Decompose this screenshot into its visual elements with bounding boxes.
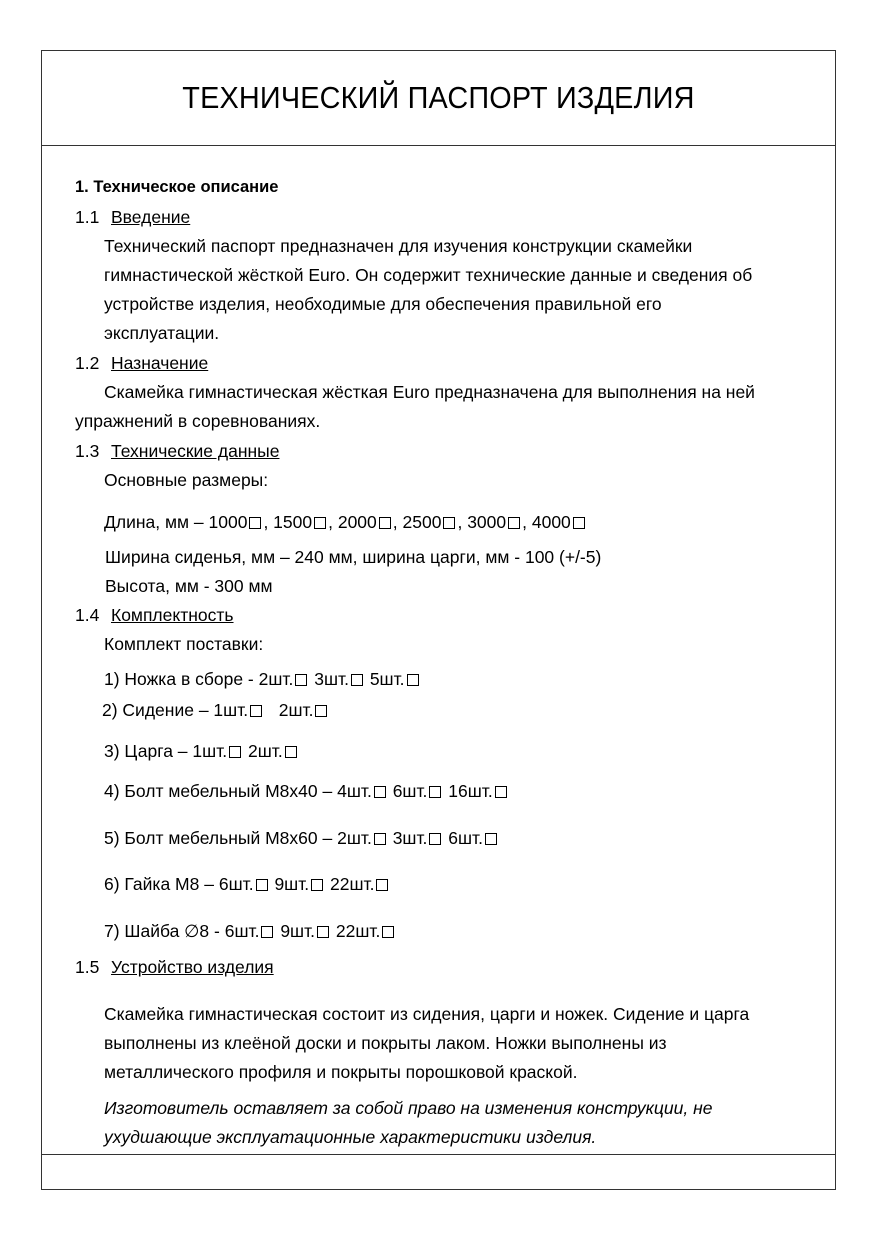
subsection-title: Технические данные	[111, 441, 280, 461]
subsection-title: Устройство изделия	[111, 957, 274, 977]
manufacturer-note: Изготовитель оставляет за собой право на изменения конструкции, не	[104, 1098, 713, 1118]
length-option-label: 3000	[467, 512, 507, 532]
checkbox-qty[interactable]	[256, 879, 268, 891]
checkbox-qty[interactable]	[351, 674, 363, 686]
length-option-label: 1500	[273, 512, 313, 532]
length-option-label: 2500	[402, 512, 442, 532]
checkbox-qty[interactable]	[229, 746, 241, 758]
checkbox-qty[interactable]	[374, 786, 386, 798]
width-line: Ширина сиденья, мм – 240 мм, ширина царги, мм - 100 (+/-5)	[105, 547, 602, 567]
subsection-title: Комплектность	[111, 605, 234, 625]
subsection-number: 1.1	[75, 207, 100, 227]
kit-item	[104, 921, 396, 941]
checkbox-qty[interactable]	[376, 879, 388, 891]
paragraph-line: выполнены из клеёной доски и покрыты лаком. Ножки выполнены из	[104, 1033, 667, 1053]
height-line: Высота, мм - 300 мм	[105, 576, 273, 596]
kit-item-label: 3) Царга –	[104, 741, 188, 761]
kit-item-label: 2) Сидение –	[102, 700, 209, 720]
length-option-label: 4000	[531, 512, 571, 532]
paragraph-line: металлического профиля и покрыты порошковой краской.	[104, 1062, 578, 1082]
kit-item	[104, 781, 509, 801]
length-option-label: 2000	[337, 512, 377, 532]
checkbox-length-1500[interactable]	[314, 517, 326, 529]
kit-item-label: 6) Гайка М8 –	[104, 874, 214, 894]
kit-item	[104, 669, 421, 689]
qty-label: 3шт.	[392, 828, 428, 848]
checkbox-qty[interactable]	[429, 786, 441, 798]
checkbox-length-1000[interactable]	[249, 517, 261, 529]
subsection-1-2	[75, 353, 208, 373]
page-title: ТЕХНИЧЕСКИЙ ПАСПОРТ ИЗДЕЛИЯ	[182, 80, 695, 115]
qty-label: 4шт.	[337, 781, 372, 801]
subsection-number: 1.3	[75, 441, 100, 461]
checkbox-qty[interactable]	[374, 833, 386, 845]
qty-label: 2шт.	[278, 700, 314, 720]
checkbox-length-2000[interactable]	[379, 517, 391, 529]
kit-item	[104, 874, 390, 894]
checkbox-qty[interactable]	[311, 879, 323, 891]
kit-intro: Комплект поставки:	[104, 634, 264, 654]
paragraph-line: Технический паспорт предназначен для изучения конструкции скамейки	[104, 236, 693, 256]
qty-label: 9шт.	[274, 874, 310, 894]
subsection-number: 1.5	[75, 957, 100, 977]
kit-item-label: 4) Болт мебельный М8х40 –	[104, 781, 333, 801]
checkbox-qty[interactable]	[485, 833, 497, 845]
qty-label: 22шт.	[330, 874, 375, 894]
checkbox-qty[interactable]	[250, 705, 262, 717]
subsection-number: 1.4	[75, 605, 100, 625]
manufacturer-note: ухудшающие эксплуатационные характеристики изделия.	[104, 1127, 597, 1147]
length-label: Длина, мм –	[104, 512, 204, 532]
checkbox-length-4000[interactable]	[573, 517, 585, 529]
checkbox-qty[interactable]	[429, 833, 441, 845]
checkbox-qty[interactable]	[317, 926, 329, 938]
kit-item-label: 1) Ножка в сборе -	[104, 669, 254, 689]
qty-label: 2шт.	[248, 741, 283, 761]
dimensions-intro: Основные размеры:	[104, 470, 269, 490]
paragraph-line: устройстве изделия, необходимые для обеспечения правильной его	[104, 294, 662, 314]
paragraph-line: упражнений в соревнованиях.	[75, 411, 321, 431]
checkbox-qty[interactable]	[382, 926, 394, 938]
qty-label: 2шт.	[258, 669, 294, 689]
subsection-title: Назначение	[111, 353, 209, 373]
qty-label: 1шт.	[213, 700, 249, 720]
checkbox-qty[interactable]	[495, 786, 507, 798]
qty-label: 6шт.	[448, 828, 483, 848]
checkbox-qty[interactable]	[261, 926, 273, 938]
qty-label: 9шт.	[280, 921, 316, 941]
checkbox-length-3000[interactable]	[508, 517, 520, 529]
qty-label: 1шт.	[192, 741, 228, 761]
qty-label: 5шт.	[369, 669, 405, 689]
section-heading: 1. Техническое описание	[75, 178, 279, 196]
subsection-1-5	[75, 957, 274, 977]
qty-label: 22шт.	[335, 921, 381, 941]
subsection-number: 1.2	[75, 353, 100, 373]
kit-item-label: 7) Шайба ∅8 -	[104, 921, 220, 941]
subsection-title: Введение	[111, 207, 191, 227]
subsection-1-3	[75, 441, 279, 461]
length-option-label: 1000	[208, 512, 248, 532]
paragraph-line: эксплуатации.	[104, 323, 220, 343]
kit-item	[102, 700, 329, 720]
paragraph-line: гимнастической жёсткой Euro. Он содержит технические данные и сведения об	[104, 265, 753, 285]
qty-label: 6шт.	[392, 781, 428, 801]
length-options: Длина, мм – 1000 , 1500 , 2000 , 2500 , 3000 , 4000	[104, 512, 587, 532]
qty-label: 3шт.	[314, 669, 349, 689]
kit-item-label: 5) Болт мебельный М8х60 –	[104, 828, 333, 848]
qty-label: 2шт.	[337, 828, 372, 848]
paragraph-line: Скамейка гимнастическая жёсткая Euro предназначена для выполнения на ней	[104, 382, 755, 402]
checkbox-qty[interactable]	[315, 705, 327, 717]
kit-item	[104, 828, 499, 848]
subsection-1-1	[75, 207, 190, 227]
checkbox-qty[interactable]	[285, 746, 297, 758]
checkbox-length-2500[interactable]	[443, 517, 455, 529]
checkbox-qty[interactable]	[295, 674, 307, 686]
footer-box	[42, 1154, 835, 1189]
qty-label: 6шт.	[218, 874, 254, 894]
qty-label: 16шт.	[448, 781, 493, 801]
paragraph-line: Скамейка гимнастическая состоит из сидения, царги и ножек. Сидение и царга	[104, 1004, 750, 1024]
subsection-1-4	[75, 605, 234, 625]
qty-label: 6шт.	[224, 921, 260, 941]
checkbox-qty[interactable]	[407, 674, 419, 686]
kit-item	[104, 741, 299, 761]
title-box	[42, 51, 835, 146]
